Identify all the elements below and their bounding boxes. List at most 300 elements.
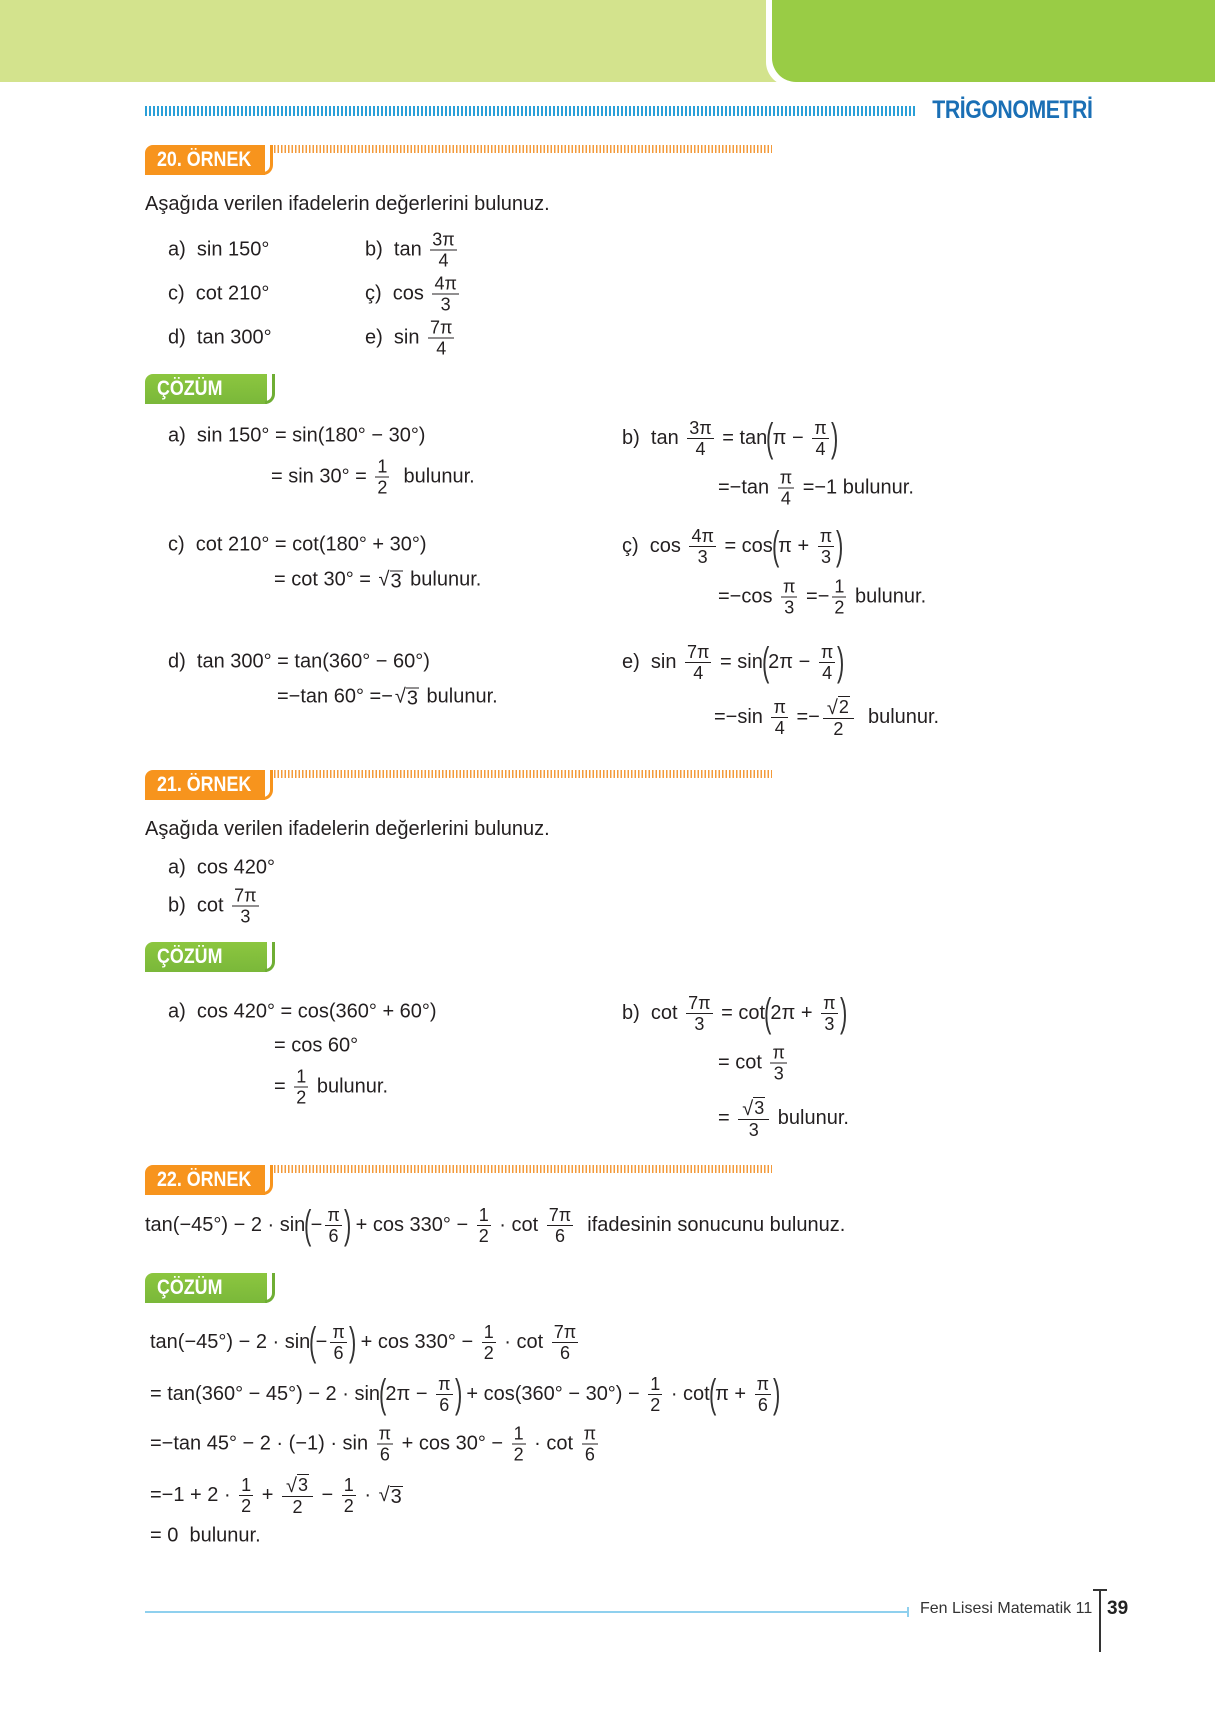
- denominator: [294, 1088, 308, 1107]
- fraction: [778, 469, 794, 508]
- big-parenthesis: (: [766, 416, 774, 460]
- numerator: [547, 1206, 573, 1226]
- math-text: π −: [772, 426, 810, 449]
- numerator: [770, 1044, 786, 1064]
- math-text: = cot 30° =: [274, 568, 377, 591]
- math-text: = 0 bulunur.: [150, 1524, 261, 1547]
- fraction: [823, 696, 854, 738]
- denominator: [239, 1496, 253, 1515]
- solution-a-line2: [271, 458, 475, 497]
- math-text: π: [378, 1423, 392, 1444]
- fraction: [547, 1206, 573, 1245]
- fraction: [770, 1044, 786, 1083]
- math-text: 3: [824, 1013, 835, 1034]
- radicand: 3: [297, 1475, 308, 1495]
- big-parenthesis: ): [830, 416, 838, 460]
- square-root: [379, 569, 403, 592]
- fraction: [648, 1375, 662, 1414]
- denominator: [691, 663, 705, 682]
- denominator: [378, 1445, 392, 1464]
- fraction: [482, 1323, 496, 1362]
- solution-a-line1: [168, 1001, 437, 1024]
- header-band-light: [0, 0, 790, 82]
- math-text: tan(−45°) − 2 · sin: [145, 1213, 306, 1236]
- example-22-badge: [145, 1165, 265, 1195]
- denominator: [558, 1343, 572, 1362]
- fraction: [689, 527, 715, 566]
- math-text: 6: [328, 1225, 339, 1246]
- big-parenthesis: (: [379, 1372, 387, 1416]
- example-20-badge: [145, 145, 265, 175]
- math-text: 2: [377, 477, 388, 498]
- math-text: 3: [697, 546, 708, 567]
- badge-label: ÇÖZÜM: [157, 1276, 223, 1299]
- fraction: [812, 419, 828, 458]
- math-text: = sin: [714, 650, 763, 673]
- big-parenthesis: ): [454, 1372, 462, 1416]
- radical-sign: √: [378, 1483, 390, 1506]
- math-text: b) tan: [622, 426, 685, 449]
- denominator: [747, 1120, 761, 1139]
- example-21-prompt: Aşağıda verilen ifadelerin değerlerini bulunuz.: [145, 818, 550, 840]
- math-text: 7π: [548, 1204, 572, 1225]
- math-text: · cot: [528, 1432, 579, 1455]
- numerator: [755, 1375, 771, 1395]
- solution-b-line1: [622, 418, 837, 458]
- denominator: [482, 1343, 496, 1362]
- math-text: π: [332, 1321, 345, 1342]
- fraction: [755, 1375, 771, 1414]
- math-text: bulunur.: [772, 1106, 849, 1129]
- fraction: [282, 1474, 313, 1516]
- math-text: =−1 + 2 ·: [150, 1483, 237, 1506]
- math-text: a) cos 420°: [168, 856, 275, 879]
- fraction: [512, 1425, 526, 1464]
- math-text: ·: [358, 1483, 377, 1506]
- numerator: [512, 1425, 526, 1445]
- big-parenthesis: ): [773, 1372, 781, 1416]
- math-text: 2: [483, 1342, 494, 1363]
- math-text: b) cot: [622, 1001, 684, 1024]
- fraction: [375, 458, 389, 497]
- radical-sign: √: [826, 697, 838, 719]
- math-text: π: [823, 992, 836, 1013]
- numerator: [330, 1323, 346, 1343]
- solution-e-line2: [714, 696, 939, 738]
- numerator: [582, 1425, 598, 1445]
- math-text: 1: [296, 1066, 307, 1087]
- math-text: 4: [438, 250, 449, 271]
- solution-c-line1: [168, 534, 427, 557]
- fraction: [687, 419, 713, 458]
- math-text: 6: [333, 1342, 344, 1363]
- math-text: bulunur.: [404, 568, 482, 591]
- math-text: 6: [554, 1225, 565, 1246]
- solution-line5: [150, 1525, 261, 1548]
- math-text: =−tan 60° =−: [277, 685, 393, 708]
- numerator: [294, 1068, 308, 1088]
- solution-a-line3: [274, 1068, 388, 1107]
- math-text: c) cot 210°: [168, 282, 270, 305]
- math-text: = sin 30° =: [271, 465, 373, 488]
- chapter-divider: [145, 106, 915, 116]
- denominator: [439, 295, 453, 314]
- radical-sign: √: [378, 568, 390, 591]
- solution-cc-line2: [718, 578, 926, 617]
- math-text: bulunur.: [421, 685, 498, 708]
- radicand: 3: [390, 570, 402, 593]
- big-parenthesis: (: [764, 991, 772, 1035]
- numerator: [552, 1323, 578, 1343]
- math-text: 3: [440, 294, 451, 315]
- fraction: [771, 698, 787, 737]
- denominator: [342, 1496, 356, 1515]
- numerator: [432, 275, 458, 295]
- numerator: [232, 887, 258, 907]
- denominator: [436, 251, 450, 270]
- math-text: −: [315, 1483, 339, 1506]
- numerator: [377, 1425, 393, 1445]
- radicand: 3: [390, 1485, 402, 1508]
- math-text: = cos 60°: [274, 1034, 359, 1057]
- numerator: [687, 419, 713, 439]
- math-text: =: [718, 1106, 736, 1129]
- radical-sign: √: [285, 1475, 297, 1497]
- question-d: [168, 327, 272, 350]
- math-text: 4π: [434, 273, 457, 294]
- denominator: [756, 1395, 770, 1414]
- math-text: π: [583, 1423, 597, 1444]
- math-text: bulunur.: [856, 705, 940, 728]
- denominator: [512, 1445, 526, 1464]
- header-band-dark: [772, 0, 1215, 82]
- math-text: d) tan 300° = tan(360° − 60°): [168, 650, 430, 673]
- denominator: [819, 547, 833, 566]
- numerator: [685, 643, 711, 663]
- fraction: [232, 887, 258, 926]
- math-text: bulunur.: [849, 585, 927, 608]
- solution-e-line1: [622, 642, 844, 682]
- denominator: [434, 339, 448, 358]
- math-text: 2: [292, 1497, 303, 1517]
- numerator: [771, 698, 787, 718]
- denominator: [553, 1226, 567, 1245]
- big-parenthesis: (: [771, 524, 780, 568]
- question-cc: [365, 275, 462, 314]
- badge-label: ÇÖZÜM: [157, 377, 223, 400]
- big-parenthesis: (: [304, 1203, 312, 1247]
- math-text: ç) cos: [622, 534, 687, 557]
- square-root: [395, 686, 419, 709]
- fraction: [430, 231, 456, 270]
- fraction: [582, 1425, 598, 1464]
- solution-d-line2: [277, 686, 498, 709]
- solution-21-badge: [145, 942, 267, 972]
- fraction: [818, 527, 834, 566]
- math-text: · cot: [665, 1382, 710, 1405]
- question-a: [168, 857, 275, 880]
- numerator: [823, 696, 854, 719]
- example-22-statement: [145, 1205, 845, 1245]
- question-b: [365, 231, 460, 270]
- fraction: [239, 1476, 253, 1515]
- denominator: [831, 719, 845, 738]
- numerator: [282, 1474, 313, 1497]
- numerator: [686, 994, 712, 1014]
- fraction: [294, 1068, 308, 1107]
- question-b: [168, 887, 262, 926]
- math-text: 1: [650, 1373, 661, 1394]
- math-text: π +: [778, 534, 815, 557]
- math-text: 2π +: [770, 1001, 819, 1024]
- solution-b-line2: [718, 469, 914, 508]
- math-text: 4: [436, 338, 447, 359]
- square-root: [742, 1097, 765, 1118]
- math-text: 2π −: [768, 650, 816, 673]
- math-text: =: [274, 1075, 292, 1098]
- math-text: 6: [379, 1444, 390, 1465]
- big-parenthesis: (: [708, 1372, 717, 1416]
- math-text: a) sin 150° = sin(180° − 30°): [168, 424, 426, 447]
- math-text: ifadesinin sonucunu bulunuz.: [576, 1213, 846, 1236]
- denominator: [693, 439, 707, 458]
- math-text: 7π: [430, 317, 453, 338]
- big-parenthesis: ): [348, 1320, 357, 1364]
- solution-b-line3: [718, 1097, 849, 1139]
- fraction: [819, 643, 835, 682]
- numerator: [812, 419, 828, 439]
- math-text: 3: [820, 546, 831, 567]
- numerator: [819, 643, 835, 663]
- math-text: + cos 30° −: [396, 1432, 509, 1455]
- badge-label: ÇÖZÜM: [157, 945, 223, 968]
- denominator: [772, 1064, 786, 1083]
- big-parenthesis: (: [761, 640, 770, 684]
- example-20-prompt: Aşağıda verilen ifadelerin değerlerini bulunuz.: [145, 193, 550, 215]
- solution-b-line2: [718, 1044, 790, 1083]
- fraction: [821, 994, 837, 1033]
- fraction: [432, 275, 458, 314]
- fraction: [738, 1097, 769, 1139]
- math-text: e) sin: [365, 326, 426, 349]
- square-root: [827, 696, 850, 717]
- big-parenthesis: (: [309, 1320, 317, 1364]
- example-divider: [274, 145, 772, 153]
- denominator: [290, 1497, 304, 1516]
- fraction: [436, 1375, 452, 1414]
- solution-a-line1: [168, 425, 425, 448]
- big-parenthesis: ): [837, 640, 845, 684]
- math-text: 3π: [689, 417, 712, 438]
- numerator: [342, 1476, 356, 1496]
- math-text: + cos 330° −: [355, 1330, 479, 1353]
- numerator: [821, 994, 837, 1014]
- math-text: b) cot: [168, 894, 230, 917]
- math-text: = cot: [715, 1001, 766, 1024]
- solution-line4: [150, 1474, 405, 1516]
- math-text: 1: [513, 1423, 524, 1444]
- big-parenthesis: ): [343, 1203, 352, 1247]
- math-text: =−tan 45° − 2 · (−1) · sin: [150, 1432, 374, 1455]
- denominator: [813, 439, 827, 458]
- denominator: [327, 1226, 341, 1245]
- fraction: [832, 578, 846, 617]
- math-text: 4: [822, 662, 833, 683]
- math-text: π: [773, 696, 786, 717]
- math-text: π +: [715, 1382, 752, 1405]
- numerator: [482, 1323, 496, 1343]
- denominator: [375, 478, 389, 497]
- fraction: [330, 1323, 346, 1362]
- math-text: 3π: [432, 229, 455, 250]
- math-text: 2: [650, 1394, 661, 1415]
- denominator: [332, 1343, 346, 1362]
- fraction: [342, 1476, 356, 1515]
- math-text: 6: [559, 1342, 570, 1363]
- math-text: 4: [774, 717, 785, 738]
- denominator: [820, 663, 834, 682]
- solution-cc-line1: [622, 526, 842, 566]
- math-text: 2: [343, 1495, 354, 1516]
- numerator: [648, 1375, 662, 1395]
- math-text: 2: [833, 719, 844, 739]
- math-text: π: [438, 1373, 451, 1394]
- numerator: [477, 1206, 491, 1226]
- math-text: =−: [800, 585, 830, 608]
- footer-book-title: Fen Lisesi Matematik 11: [920, 1600, 1093, 1617]
- math-text: π: [756, 1373, 770, 1394]
- math-text: 7π: [553, 1321, 577, 1342]
- math-text: tan(−45°) − 2 · sin: [150, 1330, 311, 1353]
- denominator: [437, 1395, 451, 1414]
- math-text: 1: [478, 1204, 489, 1225]
- math-text: +: [256, 1483, 279, 1506]
- denominator: [238, 907, 252, 926]
- solution-line3: [150, 1425, 601, 1464]
- fraction: [552, 1323, 578, 1362]
- fraction: [325, 1206, 341, 1245]
- math-text: 3: [694, 1013, 705, 1034]
- math-text: =−: [790, 705, 820, 728]
- square-root: [379, 1484, 403, 1507]
- math-text: 3: [748, 1120, 759, 1140]
- math-text: =−sin: [714, 705, 769, 728]
- solution-20-badge: [145, 374, 267, 404]
- math-text: =−1 bulunur.: [797, 476, 914, 499]
- math-text: e) sin: [622, 650, 683, 673]
- footer-rule: [145, 1611, 909, 1613]
- numerator: [325, 1206, 341, 1226]
- math-text: 4π: [691, 525, 714, 546]
- math-text: + cos 330° −: [350, 1213, 474, 1236]
- math-text: a) cos 420° = cos(360° + 60°): [168, 1000, 437, 1023]
- denominator: [583, 1445, 597, 1464]
- radicand: 2: [838, 697, 849, 717]
- page-number: 39: [1107, 1598, 1129, 1619]
- math-text: 4: [695, 438, 706, 459]
- fraction: [686, 994, 712, 1033]
- radical-sign: √: [394, 685, 406, 708]
- denominator: [782, 598, 796, 617]
- denominator: [648, 1395, 662, 1414]
- math-text: 2: [478, 1225, 489, 1246]
- math-text: 2: [296, 1087, 307, 1108]
- math-text: = tan(360° − 45°) − 2 · sin: [150, 1382, 381, 1405]
- math-text: + cos(360° − 30°) −: [460, 1382, 646, 1405]
- radical-sign: √: [742, 1098, 754, 1120]
- fraction: [685, 643, 711, 682]
- math-text: 3: [240, 906, 251, 927]
- denominator: [477, 1226, 491, 1245]
- fraction: [477, 1206, 491, 1245]
- radicand: 3: [754, 1098, 765, 1118]
- math-text: · cot: [498, 1330, 549, 1353]
- big-parenthesis: ): [839, 991, 847, 1035]
- math-text: 4: [693, 662, 704, 683]
- math-text: ç) cos: [365, 282, 430, 305]
- math-text: = tan: [716, 426, 768, 449]
- math-text: 1: [377, 456, 388, 477]
- math-text: π: [327, 1204, 340, 1225]
- denominator: [822, 1014, 836, 1033]
- math-text: π: [819, 525, 833, 546]
- example-21-badge: [145, 770, 265, 800]
- numerator: [428, 319, 454, 339]
- badge-label: 20. ÖRNEK: [157, 148, 252, 171]
- math-text: bulunur.: [392, 465, 475, 488]
- math-text: bulunur.: [311, 1075, 388, 1098]
- fraction: [781, 578, 797, 617]
- numerator: [430, 231, 456, 251]
- math-text: 1: [483, 1321, 494, 1342]
- math-text: =−cos: [718, 585, 779, 608]
- math-text: 3: [784, 597, 795, 618]
- math-text: 7π: [688, 992, 711, 1013]
- math-text: π: [779, 467, 793, 488]
- math-text: π: [814, 417, 827, 438]
- fraction: [377, 1425, 393, 1464]
- math-text: 7π: [234, 885, 257, 906]
- question-c: [168, 283, 269, 306]
- example-divider: [274, 770, 772, 778]
- numerator: [832, 578, 846, 598]
- fraction: [428, 319, 454, 358]
- solution-b-line1: [622, 993, 846, 1033]
- numerator: [738, 1097, 769, 1120]
- math-text: d) tan 300°: [168, 326, 272, 349]
- question-a: [168, 239, 269, 262]
- question-e: [365, 319, 457, 358]
- numerator: [436, 1375, 452, 1395]
- big-parenthesis: ): [836, 524, 844, 568]
- solution-c-line2: [274, 569, 481, 592]
- numerator: [781, 578, 797, 598]
- math-text: = cos: [718, 534, 773, 557]
- math-text: b) tan: [365, 238, 428, 261]
- math-text: π: [772, 1042, 785, 1063]
- math-text: 2: [513, 1444, 524, 1465]
- solution-a-line2: [274, 1035, 358, 1058]
- math-text: π: [783, 576, 796, 597]
- math-text: 3: [773, 1063, 784, 1084]
- solution-line2: [150, 1374, 779, 1414]
- math-text: 7π: [687, 641, 710, 662]
- math-text: −: [310, 1213, 323, 1236]
- math-text: 1: [241, 1474, 252, 1495]
- math-text: 6: [439, 1394, 450, 1415]
- math-text: 4: [815, 438, 826, 459]
- denominator: [696, 547, 710, 566]
